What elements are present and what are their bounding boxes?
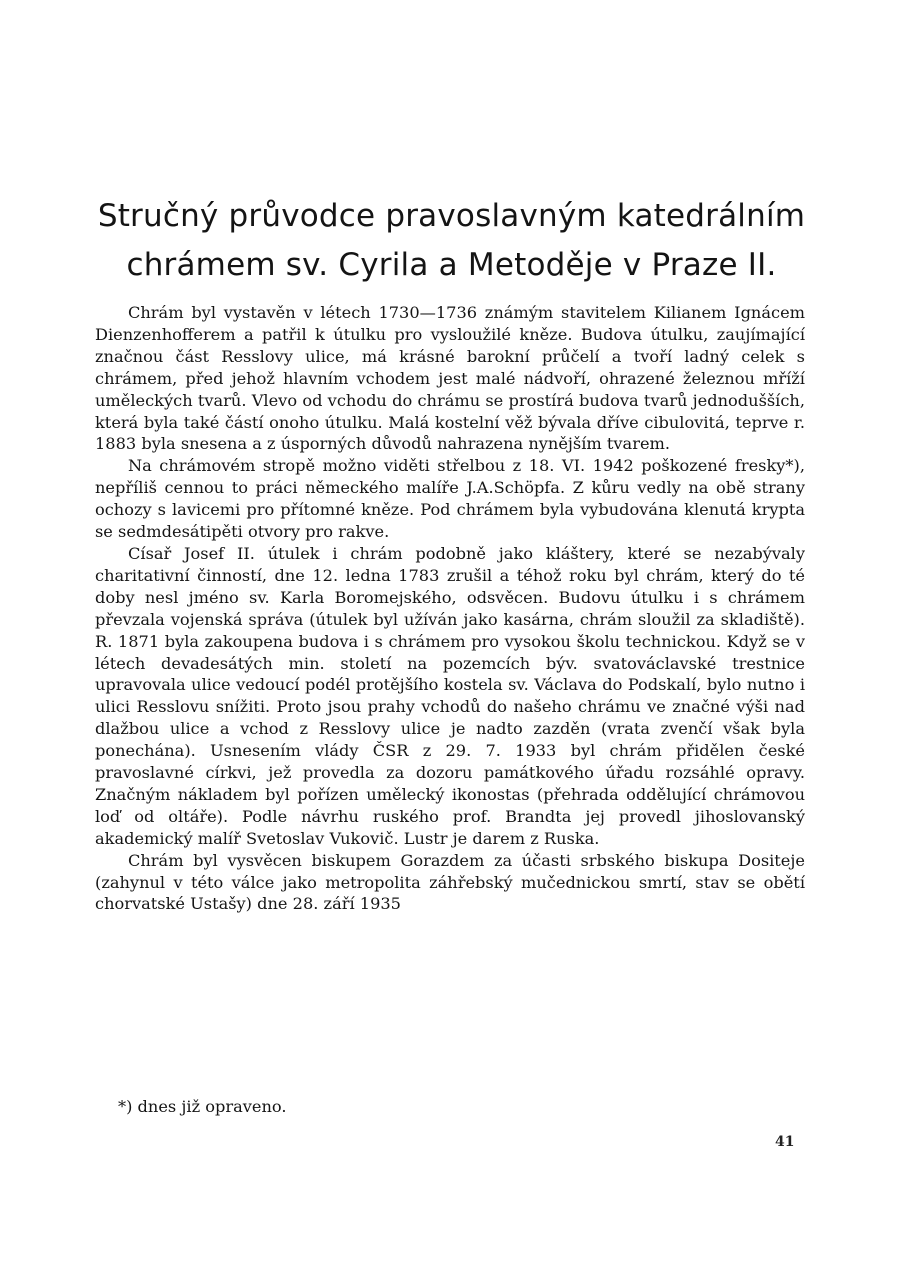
body-text [95, 302, 805, 915]
page-number: 41 [775, 1134, 795, 1150]
paragraph-1: Chrám byl vystavěn v létech 1730—1736 známým stavitelem Kilianem Ignácem Dienzenhofferem a patřil k útulku pro vysloužilé kněze. Budova útulku, zaujímající značnou část Resslovy ulice, má krásné barokní průčelí a tvoří ladný celek s chrámem, před jehož hlavním vchodem jest malé nádvoří, ohrazené železnou mříží uměleckých tvarů. Vlevo od vchodu do chrámu se prostírá budova tvarů jednodušších, která byla také částí onoho útulku. Malá kostelní věž bývala dříve cibulovitá, teprve r. 1883 byla snesena a z úsporných důvodů nahrazena nynějším tvarem. [95, 303, 805, 454]
paragraph-3: Císař Josef II. útulek i chrám podobně jako kláštery, které se nezabývaly charitativní činností, dne 12. ledna 1783 zrušil a téhož roku byl chrám, který do té doby nesl jméno sv. Karla Boromejského, odsvěcen. Budovu útulku i s chrámem převzala vojenská správa (útulek byl užíván jako kasárna, chrám sloužil za skladiště). R. 1871 byla zakoupena budova i s chrámem pro vysokou školu technickou. Když se v létech devadesátých min. století na pozemcích býv. svatováclavské trestnice upravovala ulice vedoucí podél protějšího kostela sv. Václava do Podskalí, bylo nutno i ulici Resslovu snížiti. Proto jsou prahy vchodů do našeho chrámu ve značné výši nad dlažbou ulice a vchod z Resslovy ulice je nadto zazděn (vrata zvenčí však byla ponechána). Usnesením vlády ČSR z 29. 7. 1933 byl chrám přidělen české pravoslavné církvi, jež provedla za dozoru památkového úřadu rozsáhlé opravy. Značným nákladem byl pořízen umělecký ikonostas (přehrada oddělující chrámovou loď od oltáře). Podle návrhu ruského prof. Brandta jej provedl jihoslovanský akademický malíř Svetoslav Vukovič. Lustr je darem z Ruska. [95, 543, 805, 848]
footnote: *) dnes již opraveno. [118, 1097, 287, 1116]
paragraph-2: Na chrámovém stropě možno viděti střelbou z 18. VI. 1942 poškozené fresky*), nepříliš cennou to práci německého malíře J.A.Schöpfa. Z kůru vedly na obě strany ochozy s lavicemi pro přítomné kněze. Pod chrámem byla vybudována klenutá krypta se sedmdesátipěti otvory pro rakve. [95, 456, 805, 542]
title-line-1: Stručný průvodce pravoslavným katedrálním [97, 198, 806, 234]
title-line-2: chrámem sv. Cyrila a Metoděje v Praze II. [126, 247, 777, 283]
paragraph-4: Chrám byl vysvěcen biskupem Gorazdem za účasti srbského biskupa Dositeje (zahynul v této válce jako metropolita záhřebský mučednickou smrtí, stav se obětí chorvatské Ustašy) dne 28. září 1935 [95, 850, 805, 914]
page-title [60, 192, 843, 290]
